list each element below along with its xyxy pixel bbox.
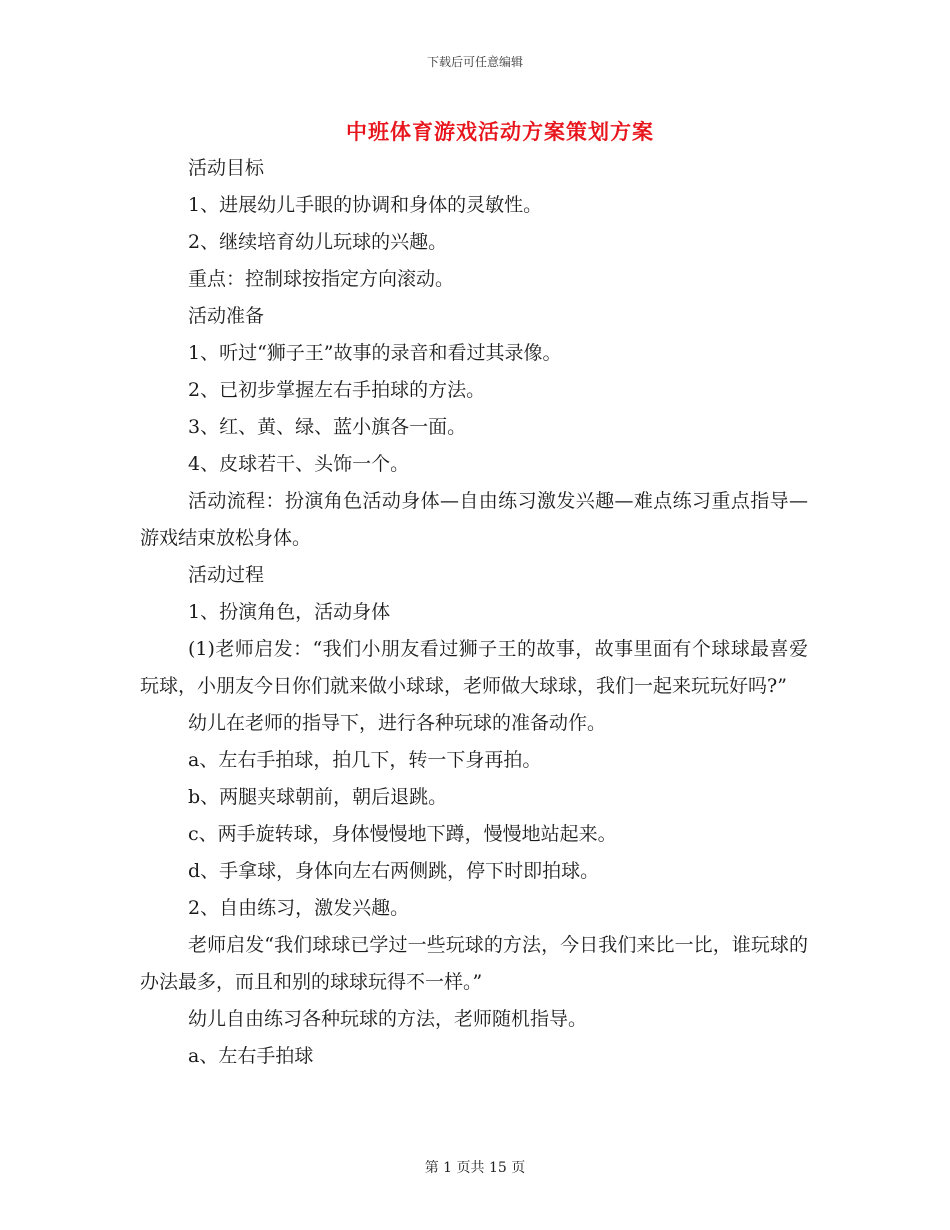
key-point: 重点：控制球按指定方向滚动。 <box>188 268 455 290</box>
preparation-item: 4、皮球若干、头饰一个。 <box>188 453 410 475</box>
process-sub-item: d、手拿球，身体向左右两侧跳，停下时即拍球。 <box>188 860 600 882</box>
page-header-note: 下载后可任意编辑 <box>426 55 523 69</box>
process-paragraph: 老师启发“我们球球已学过一些玩球的方法，今日我们来比一比，谁玩球的办法最多，而且和别的球球玩得不一样。” <box>140 934 808 993</box>
document-title: 中班体育游戏活动方案策划方案 <box>346 119 654 144</box>
preparation-item: 3、红、黄、绿、蓝小旗各一面。 <box>188 416 467 438</box>
document-body <box>140 150 808 1075</box>
goal-item: 1、进展幼儿手眼的协调和身体的灵敏性。 <box>188 194 543 216</box>
process-paragraph: 幼儿在老师的指导下，进行各种玩球的准备动作。 <box>188 712 607 734</box>
process-sub-item: a、左右手拍球 <box>188 1045 314 1067</box>
section-heading-process: 活动过程 <box>188 564 265 586</box>
process-sub-item: c、两手旋转球，身体慢慢地下蹲，慢慢地站起来。 <box>188 823 617 845</box>
activity-flow: 活动流程：扮演角色活动身体—自由练习激发兴趣—难点练习重点指导—游戏结束放松身体。 <box>140 490 808 549</box>
process-step: 1、扮演角色，活动身体 <box>188 601 391 623</box>
process-step: 2、自由练习，激发兴趣。 <box>188 897 410 919</box>
process-paragraph: 幼儿自由练习各种玩球的方法，老师随机指导。 <box>188 1008 588 1030</box>
process-sub-item: b、两腿夹球朝前，朝后退跳。 <box>188 786 448 808</box>
process-paragraph: (1)老师启发：“我们小朋友看过狮子王的故事，故事里面有个球球最喜爱玩球，小朋友今日你们就来做小球球，老师做大球球，我们一起来玩玩好吗?” <box>140 638 808 697</box>
page-number: 第 1 页共 15 页 <box>424 1160 526 1176</box>
preparation-item: 1、听过“狮子王”故事的录音和看过其录像。 <box>188 342 562 364</box>
goal-item: 2、继续培育幼儿玩球的兴趣。 <box>188 231 448 253</box>
preparation-item: 2、已初步掌握左右手拍球的方法。 <box>188 379 486 401</box>
section-heading-preparation: 活动准备 <box>188 305 265 327</box>
process-sub-item: a、左右手拍球，拍几下，转一下身再拍。 <box>188 749 542 771</box>
section-heading-goals: 活动目标 <box>188 157 265 179</box>
